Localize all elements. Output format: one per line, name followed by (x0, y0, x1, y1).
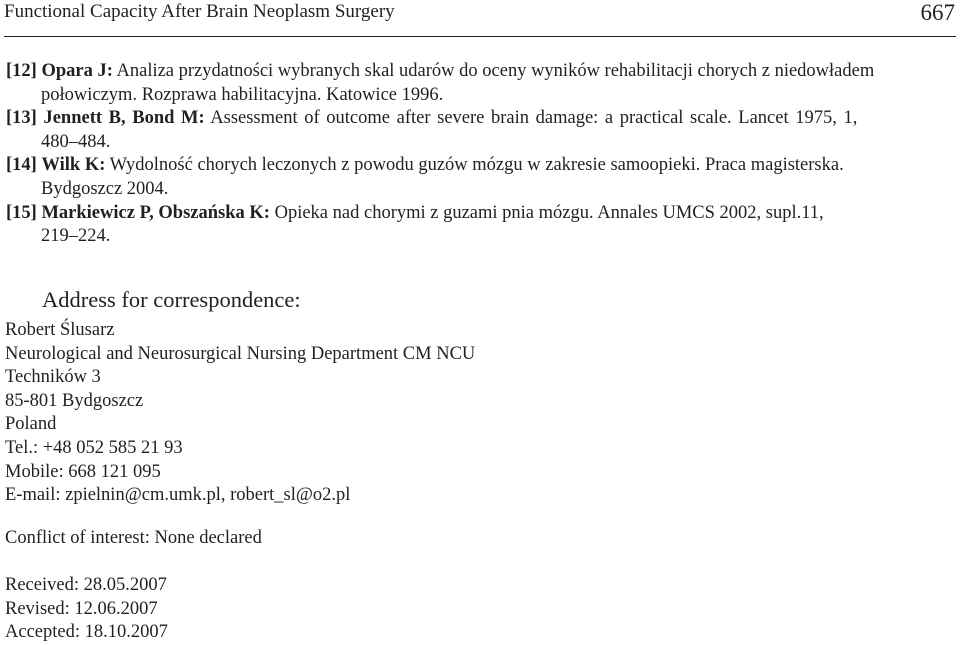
reference-12 (6, 60, 954, 107)
reference-authors: Jennett B, Bond M: (43, 108, 205, 129)
reference-15 (6, 202, 954, 249)
page-number: 667 (920, 0, 955, 25)
email: E-mail: zpielnin@cm.umk.pl, robert_sl@o2.pl (5, 485, 351, 506)
reference-authors: Opara J: (41, 61, 113, 81)
address-heading: Address for correspondence: (42, 287, 301, 312)
reference-line (6, 107, 954, 131)
reference-number: [14] (6, 155, 37, 176)
reference-text-continued: połowiczym. Rozprawa habilitacyjna. Katowice 1996. (41, 84, 444, 105)
reference-number: [15] (6, 202, 37, 223)
reference-text: Wydolność chorych leczonych z powodu guzów mózgu w zakresie samoopieki. Praca magisterska. (109, 155, 844, 176)
mobile: Mobile: 668 121 095 (5, 461, 161, 482)
running-title: Functional Capacity After Brain Neoplasm Surgery (4, 1, 395, 22)
reference-list (6, 60, 954, 249)
author-name: Robert Ślusarz (5, 320, 115, 340)
accepted-date: Accepted: 18.10.2007 (5, 622, 168, 643)
received-date: Received: 28.05.2007 (5, 575, 167, 595)
reference-number: [13] (6, 108, 37, 129)
reference-line (6, 202, 954, 226)
reference-number: [12] (6, 61, 37, 81)
country: Poland (5, 414, 57, 435)
telephone: Tel.: +48 052 585 21 93 (5, 437, 183, 458)
reference-text-continued: 219–224. (41, 226, 111, 247)
reference-text: Assessment of outcome after severe brain damage: a practical scale. Lancet 1975, 1, (210, 108, 858, 129)
reference-text-continued: 480–484. (41, 131, 111, 152)
article-dates (5, 574, 168, 645)
header-divider (4, 36, 956, 37)
reference-authors: Wilk K: (41, 155, 106, 176)
conflict-of-interest: Conflict of interest: None declared (5, 528, 262, 548)
reference-14 (6, 154, 954, 201)
correspondence-address (5, 319, 475, 508)
reference-text: Opieka nad chorymi z guzami pnia mózgu. Annales UMCS 2002, supl.11, (274, 202, 824, 223)
city: 85-801 Bydgoszcz (5, 390, 144, 411)
reference-line (6, 154, 954, 178)
revised-date: Revised: 12.06.2007 (5, 598, 158, 619)
department: Neurological and Neurosurgical Nursing Department CM NCU (5, 343, 476, 364)
reference-line (6, 60, 954, 84)
reference-text: Analiza przydatności wybranych skal udarów do oceny wyników rehabilitacji chorych z niedowładem (116, 61, 875, 81)
reference-authors: Markiewicz P, Obszańska K: (41, 202, 270, 223)
street: Techników 3 (5, 367, 101, 388)
reference-text-continued: Bydgoszcz 2004. (41, 178, 169, 199)
reference-13 (6, 107, 954, 154)
